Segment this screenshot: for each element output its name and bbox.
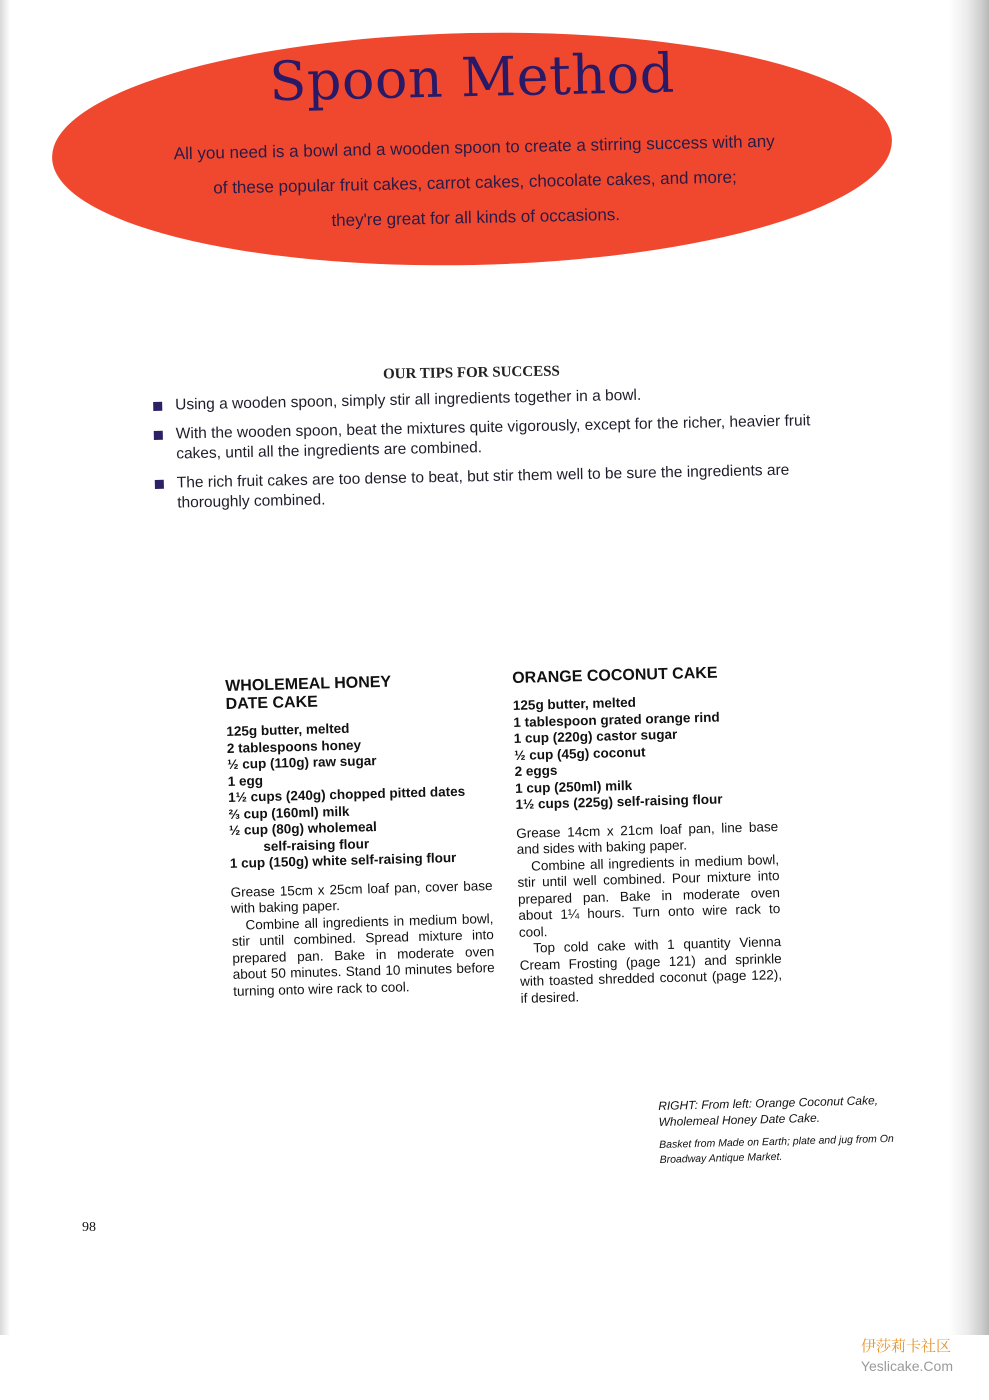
ingredient: 1½ cups (240g) chopped pitted dates [227, 783, 466, 805]
ingredient-list [226, 717, 492, 872]
tips-heading: OUR TIPS FOR SUCCESS [382, 363, 560, 383]
tip-item [154, 411, 825, 465]
ingredient: 1 cup (150g) white self-raising flour [229, 850, 457, 871]
ingredient: 1½ cups (225g) self-raising flour [515, 791, 723, 812]
intro-text [109, 122, 841, 242]
ingredient: ½ cup (110g) raw sugar [227, 753, 377, 772]
ingredient: 2 eggs [514, 762, 558, 779]
method-paragraph: Grease 15cm x 25cm loaf pan, cover base with baking paper. [230, 877, 493, 916]
ingredient: ½ cup (45g) coconut [514, 744, 646, 763]
ingredient: 1 cup (220g) castor sugar [513, 726, 678, 746]
method-paragraph: Top cold cake with 1 quantity Vienna Cream Frosting (page 121) and sprinkle with toasted shredded coconut (page 122), if desired. [519, 934, 783, 1006]
caption-main: RIGHT: From left: Orange Coconut Cake, Wholemeal Honey Date Cake. [658, 1093, 879, 1129]
tip-text: Using a wooden spoon, simply stir all ingredients together in a bowl. [175, 386, 642, 414]
page-left-edge [0, 0, 10, 1335]
ingredient-list [513, 691, 778, 813]
intro-line: of these popular fruit cakes, carrot cakes, chocolate cakes, and more; [213, 167, 737, 198]
page-number: 98 [82, 1220, 96, 1235]
method-paragraph: Combine all ingredients in medium bowl, stir until well combined. Pour mixture into prepared pan. Bake in moderate oven about 1¼ hours. Turn onto wire rack to cool. [517, 851, 781, 940]
ingredient: ½ cup (80g) wholemeal [228, 819, 377, 838]
recipe-wholemeal-honey-date-cake [225, 671, 495, 1000]
recipe-title-line: ORANGE COCONUT CAKE [512, 664, 718, 687]
square-bullet-icon [153, 402, 162, 411]
square-bullet-icon [155, 480, 164, 489]
watermark-site: Yeslicake.Com [860, 1358, 953, 1374]
ingredient: 125g butter, melted [512, 694, 637, 713]
book-spine-shadow [949, 0, 989, 1335]
scan-bottom-margin [0, 1335, 989, 1400]
method-text [230, 878, 495, 1000]
square-bullet-icon [154, 431, 163, 440]
ingredient: 125g butter, melted [226, 720, 350, 739]
ingredient: 2 tablespoons honey [226, 736, 362, 756]
ingredient: 1 cup (250ml) milk [514, 777, 633, 796]
tip-text: The rich fruit cakes are too dense to beat, but stir them well to be sure the ingredients are thoroughly combined. [176, 461, 790, 512]
ingredient: 1 tablespoon grated orange rind [513, 709, 720, 730]
recipe-title [512, 663, 774, 688]
ingredient: ⅔ cup (160ml) milk [228, 803, 350, 822]
ingredient: 1 egg [227, 772, 264, 789]
intro-line: All you need is a bowl and a wooden spoon to create a stirring success with any [173, 131, 775, 164]
tips-list [153, 382, 826, 523]
recipe-title [225, 671, 488, 714]
page-title: Spoon Method [268, 41, 676, 114]
tip-text: With the wooden spoon, beat the mixtures quite vigorously, except for the richer, heavier fruit cakes, until all the ingredients are combined. [175, 412, 811, 463]
intro-line: they're great for all kinds of occasions. [331, 204, 621, 231]
tip-item [155, 460, 826, 514]
recipe-title-line: WHOLEMEAL HONEY [225, 673, 392, 695]
recipe-orange-coconut-cake [512, 663, 783, 1007]
watermark-chinese: 伊莎莉卡社区 [860, 1338, 951, 1355]
method-paragraph: Combine all ingredients in medium bowl, stir until combined. Spread mixture into prepared pan. Bake in moderate oven about 50 minutes. Stand 10 minutes before turning onto wire rack to cool. [231, 910, 495, 999]
method-paragraph: Grease 14cm x 21cm loaf pan, line base and sides with baking paper. [516, 818, 779, 857]
method-text [516, 819, 783, 1007]
photo-caption [658, 1091, 922, 1176]
caption-credit: Basket from Made on Earth; plate and jug from On Broadway Antique Market. [659, 1132, 894, 1166]
tip-item [153, 382, 823, 416]
ingredient: self-raising flour [263, 835, 370, 854]
recipe-title-line: DATE CAKE [225, 693, 319, 713]
